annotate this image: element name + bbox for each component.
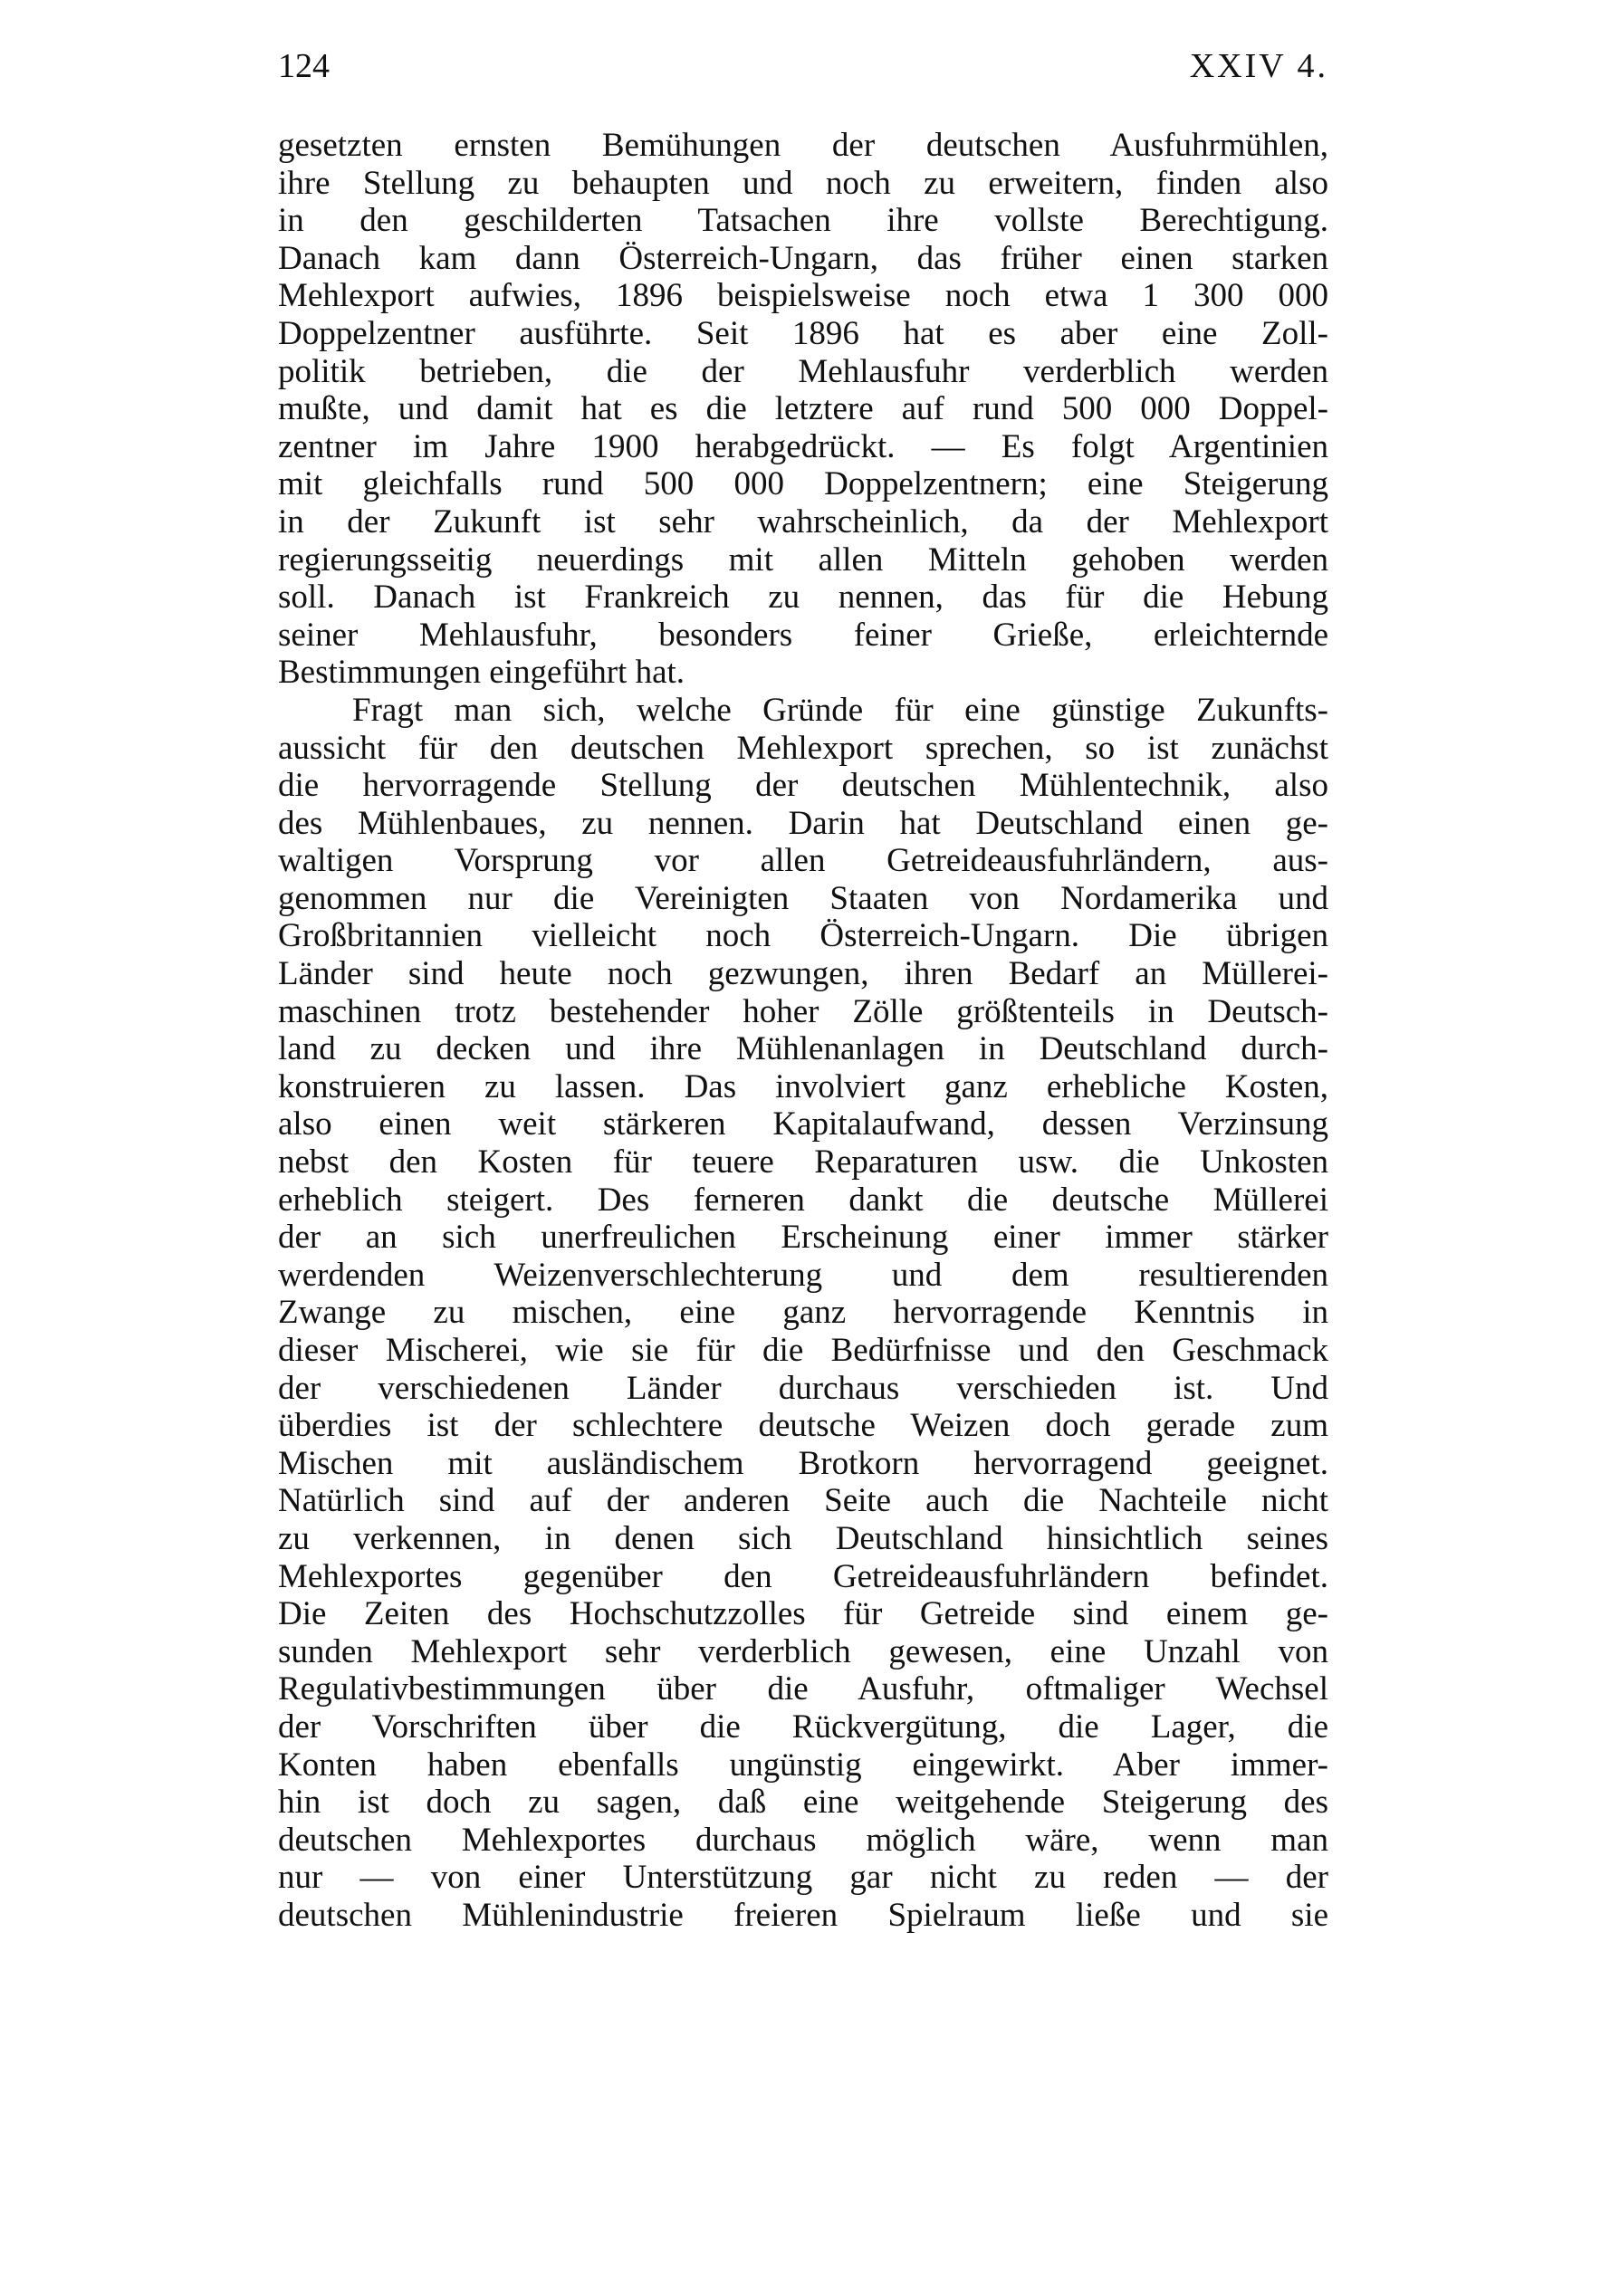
text-line: soll. Danach ist Frankreich zu nennen, das für die Hebung xyxy=(278,579,1328,617)
text-line: werdenden Weizenverschlechterung und dem resultierenden xyxy=(278,1256,1328,1294)
text-line: aussicht für den deutschen Mehlexport sprechen, so ist zunächst xyxy=(278,729,1328,767)
text-line: nur — von einer Unterstützung gar nicht zu reden — der xyxy=(278,1859,1328,1897)
text-line: Die Zeiten des Hochschutzzolles für Getreide sind einem ge- xyxy=(278,1595,1328,1633)
text-line: gesetzten ernsten Bemühungen der deutschen Ausfuhrmühlen, xyxy=(278,127,1328,164)
text-line: in den geschilderten Tatsachen ihre vollste Berechtigung. xyxy=(278,202,1328,240)
text-line: Mehlexportes gegenüber den Getreideausfuhrländern befindet. xyxy=(278,1557,1328,1595)
section-marker: XXIV 4. xyxy=(1189,47,1328,85)
text-line: seiner Mehlausfuhr, besonders feiner Grieße, erleichternde xyxy=(278,616,1328,654)
text-line: Zwange zu mischen, eine ganz hervorragende Kenntnis in xyxy=(278,1294,1328,1332)
text-line: maschinen trotz bestehender hoher Zölle größtenteils in Deutsch- xyxy=(278,992,1328,1030)
text-line: Bestimmungen eingeführt hat. xyxy=(278,654,685,692)
text-line: des Mühlenbaues, zu nennen. Darin hat Deutschland einen ge- xyxy=(278,804,1328,842)
text-line: konstruieren zu lassen. Das involviert ganz erhebliche Kosten, xyxy=(278,1067,1328,1105)
text-line: deutschen Mehlexportes durchaus möglich wäre, wenn man xyxy=(278,1821,1328,1859)
body-text xyxy=(278,127,1328,1935)
text-line: Mehlexport aufwies, 1896 beispielsweise noch etwa 1 300 000 xyxy=(278,277,1328,315)
text-line: zu verkennen, in denen sich Deutschland hinsichtlich seines xyxy=(278,1519,1328,1557)
text-line: deutschen Mühlenindustrie freieren Spielraum ließe und sie xyxy=(278,1896,1328,1934)
text-line: Danach kam dann Österreich-Ungarn, das früher einen starken xyxy=(278,239,1328,277)
paragraph xyxy=(278,127,1328,692)
text-line: Fragt man sich, welche Gründe für eine günstige Zukunfts- xyxy=(352,691,1328,729)
paragraph xyxy=(278,692,1328,1935)
text-line: Regulativbestimmungen über die Ausfuhr, oftmaliger Wechsel xyxy=(278,1670,1328,1708)
text-line: überdies ist der schlechtere deutsche Weizen doch gerade zum xyxy=(278,1407,1328,1445)
text-line: der Vorschriften über die Rückvergütung, die Lager, die xyxy=(278,1708,1328,1746)
text-line: sunden Mehlexport sehr verderblich gewesen, eine Unzahl von xyxy=(278,1632,1328,1670)
text-line: mit gleichfalls rund 500 000 Doppelzentnern; eine Steigerung xyxy=(278,465,1328,503)
text-line: der an sich unerfreulichen Erscheinung einer immer stärker xyxy=(278,1219,1328,1257)
text-line: in der Zukunft ist sehr wahrscheinlich, da der Mehlexport xyxy=(278,502,1328,541)
text-line: hin ist doch zu sagen, daß eine weitgehende Steigerung des xyxy=(278,1784,1328,1822)
text-line: Doppelzentner ausführte. Seit 1896 hat es aber eine Zoll- xyxy=(278,314,1328,352)
page-number: 124 xyxy=(278,47,330,85)
text-line: Konten haben ebenfalls ungünstig eingewirkt. Aber immer- xyxy=(278,1746,1328,1784)
text-line: der verschiedenen Länder durchaus verschieden ist. Und xyxy=(278,1369,1328,1407)
text-line: ihre Stellung zu behaupten und noch zu erweitern, finden also xyxy=(278,164,1328,202)
text-line: nebst den Kosten für teuere Reparaturen usw. die Unkosten xyxy=(278,1143,1328,1181)
text-line: politik betrieben, die der Mehlausfuhr verderblich werden xyxy=(278,352,1328,390)
text-line: Großbritannien vielleicht noch Österreich-Ungarn. Die übrigen xyxy=(278,917,1328,955)
text-line: mußte, und damit hat es die letztere auf rund 500 000 Doppel- xyxy=(278,390,1328,428)
text-line: Natürlich sind auf der anderen Seite auch die Nachteile nicht xyxy=(278,1482,1328,1520)
page-header xyxy=(278,45,1328,87)
text-line: Mischen mit ausländischem Brotkorn hervorragend geeignet. xyxy=(278,1444,1328,1482)
text-line: land zu decken und ihre Mühlenanlagen in Deutschland durch- xyxy=(278,1030,1328,1068)
text-line: die hervorragende Stellung der deutschen Mühlentechnik, also xyxy=(278,767,1328,805)
text-line: genommen nur die Vereinigten Staaten von Nordamerika und xyxy=(278,879,1328,917)
text-line: dieser Mischerei, wie sie für die Bedürfnisse und den Geschmack xyxy=(278,1332,1328,1369)
text-line: Länder sind heute noch gezwungen, ihren Bedarf an Müllerei- xyxy=(278,955,1328,993)
text-line: also einen weit stärkeren Kapitalaufwand, dessen Verzinsung xyxy=(278,1105,1328,1143)
text-line: erheblich steigert. Des ferneren dankt die deutsche Müllerei xyxy=(278,1181,1328,1219)
text-line: waltigen Vorsprung vor allen Getreideausfuhrländern, aus- xyxy=(278,842,1328,880)
text-line: regierungsseitig neuerdings mit allen Mitteln gehoben werden xyxy=(278,541,1328,579)
text-line: zentner im Jahre 1900 herabgedrückt. — Es folgt Argentinien xyxy=(278,427,1328,465)
